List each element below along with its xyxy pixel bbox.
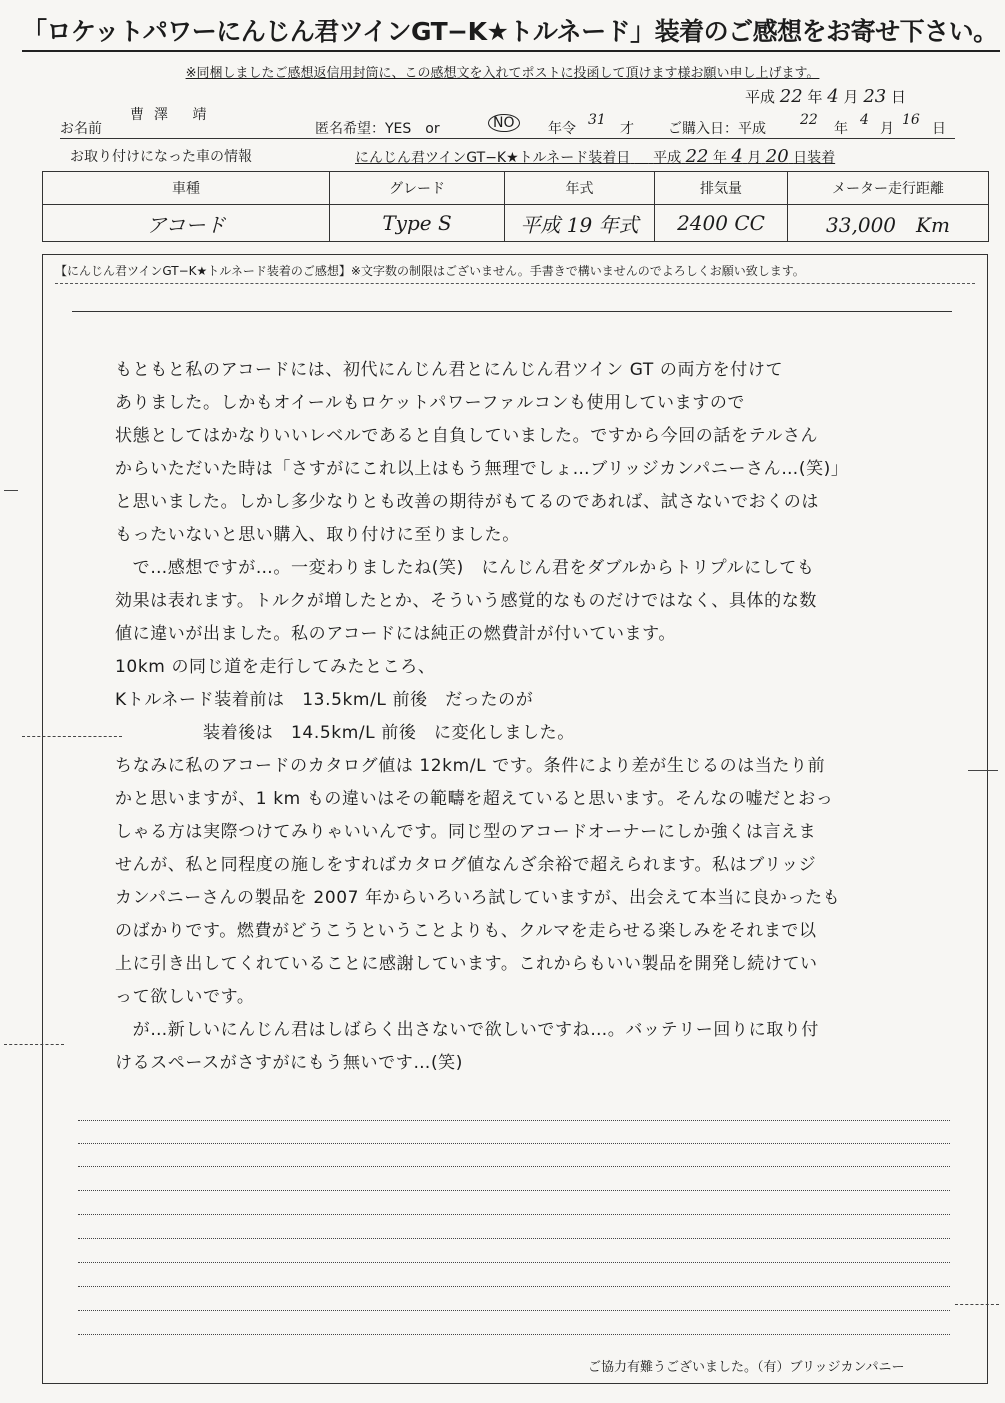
- comment-line: けるスペースがさすがにもう無いです…(笑): [115, 1053, 464, 1073]
- blank-writing-line: [78, 1166, 950, 1167]
- header-model-year: 年式: [505, 172, 655, 205]
- purchase-year[interactable]: 22: [800, 112, 818, 128]
- comment-line: が…新しいにんじん君はしばらく出さないで欲しいですね…。バッテリー回りに取り付: [115, 1020, 819, 1040]
- blank-writing-line: [78, 1310, 950, 1311]
- install-year-unit: 年: [712, 150, 727, 166]
- order-date-month-unit: 月: [843, 88, 859, 106]
- fold-mark: [4, 490, 18, 491]
- blank-writing-line: [78, 1120, 950, 1121]
- title-underline: [22, 50, 1000, 52]
- install-era: 平成: [653, 150, 682, 166]
- comment-line: ありました。しかもオイールもロケットパワーファルコンも使用していますので: [115, 393, 746, 413]
- comment-line: のばかりです。燃費がどうこうということよりも、クルマを走らせる楽しみをそれまで以: [115, 921, 817, 941]
- anonymous-label: 匿名希望：YES or: [315, 121, 440, 137]
- comment-line: で…感想ですが…。一変わりましたね(笑) にんじん君をダブルからトリプルにしても: [115, 558, 815, 578]
- install-day[interactable]: 20: [765, 146, 789, 167]
- vehicle-section-label: お取り付けになった車の情報: [70, 149, 252, 165]
- order-date-year-unit: 年: [807, 88, 823, 106]
- comment-line: もともと私のアコードには、初代にんじん君とにんじん君ツイン GT の両方を付けて: [115, 360, 784, 380]
- header-grade: グレード: [330, 172, 505, 205]
- install-year[interactable]: 22: [685, 146, 709, 167]
- order-date: [745, 86, 906, 107]
- order-date-day-unit: 日: [891, 88, 907, 106]
- fold-mark: [22, 736, 122, 737]
- purchase-year-unit: 年: [834, 121, 848, 137]
- comment-line: 上に引き出してくれていることに感謝しています。これからもいい製品を開発し続けてい: [115, 954, 818, 974]
- comment-line: しゃる方は実際つけてみりゃいいんです。同じ型のアコードオーナーにしか強くは言えま: [115, 822, 817, 842]
- blank-writing-line: [78, 1214, 950, 1215]
- install-date: [355, 146, 835, 167]
- form-title: 「ロケットパワーにんじん君ツインGT−K★トルネード」装着のご感想をお寄せ下さい。: [22, 17, 998, 46]
- vehicle-info-table: [42, 171, 989, 242]
- age-unit: 才: [620, 121, 634, 137]
- anonymous-selected: NO: [488, 114, 520, 132]
- name-label: お名前: [60, 121, 102, 137]
- comment-line: って欲しいです。: [115, 987, 255, 1007]
- fold-mark: [968, 770, 998, 771]
- purchase-day[interactable]: 16: [902, 112, 920, 128]
- blank-writing-line: [78, 1143, 950, 1144]
- header-displacement: 排気量: [655, 172, 788, 205]
- comment-line: カンパニーさんの製品を 2007 年からいろいろ試していますが、出会えて本当に良かったも: [115, 888, 841, 908]
- comment-body[interactable]: [115, 354, 905, 1080]
- grade-field[interactable]: Type S: [330, 205, 505, 242]
- header-mileage: メーター走行距離: [788, 172, 989, 205]
- blank-writing-line: [78, 1190, 950, 1191]
- order-date-day: 23: [863, 86, 887, 107]
- purchase-day-unit: 日: [932, 121, 946, 137]
- mileage-field[interactable]: 33,000 Km: [788, 205, 989, 242]
- install-month[interactable]: 4: [731, 146, 743, 167]
- thanks-footer: ご協力有難うございました。（有）ブリッジカンパニー: [588, 1360, 905, 1375]
- install-suffix: 日装着: [793, 150, 836, 166]
- blank-writing-line: [78, 1238, 950, 1239]
- comment-line: 効果は表れます。トルクが増したとか、そういう感覚的なものだけではなく、具体的な数: [115, 591, 817, 611]
- comment-heading: 【にんじん君ツインGT−K★トルネード装着のご感想】※文字数の制限はございません。手書きで構いませんのでよろしくお願い致します。: [55, 262, 975, 284]
- vehicle-table-value-row: [43, 205, 989, 242]
- comment-line: もったいないと思い購入、取り付けに至りました。: [115, 525, 520, 545]
- comment-line: せんが、私と同程度の施しをすればカタログ値なんざ余裕で超えられます。私はブリッジ: [115, 855, 817, 875]
- order-date-year: 22: [779, 86, 803, 107]
- header-car-model: 車種: [43, 172, 330, 205]
- comment-top-rule: [72, 311, 952, 312]
- model-year-field[interactable]: 平成 19 年式: [505, 205, 655, 242]
- order-date-era: 平成: [745, 88, 776, 106]
- purchase-label: ご購入日：平成: [668, 121, 766, 137]
- comment-line: 値に違いが出ました。私のアコードには純正の燃費計が付いています。: [115, 624, 676, 644]
- age-field[interactable]: 31: [588, 112, 606, 128]
- name-field[interactable]: 曹澤 靖: [130, 107, 217, 123]
- customer-info-row: [60, 107, 955, 140]
- envelope-note: ※同梱しましたご感想返信用封筒に、この感想文を入れてポストに投函して頂けます様お願い申し上げます。: [185, 66, 820, 81]
- comment-line: と思いました。しかし多少なりとも改善の期待がもてるのであれば、試さないでおくのは: [115, 492, 819, 512]
- displacement-field[interactable]: 2400 CC: [655, 205, 788, 242]
- age-label: 年令: [548, 121, 576, 137]
- blank-writing-line: [78, 1262, 950, 1263]
- blank-writing-line: [78, 1286, 950, 1287]
- vehicle-table-header-row: [43, 172, 989, 205]
- blank-writing-line: [78, 1334, 950, 1335]
- purchase-month[interactable]: 4: [860, 112, 869, 128]
- fold-mark: [955, 1304, 999, 1305]
- comment-line: 装着後は 14.5km/L 前後 に変化しました。: [115, 723, 575, 743]
- order-date-month: 4: [827, 86, 839, 107]
- comment-line: Kトルネード装着前は 13.5km/L 前後 だったのが: [115, 690, 534, 710]
- customer-row-rule: [60, 138, 955, 139]
- comment-line: からいただいた時は「さすがにこれ以上はもう無理でしょ…ブリッジカンパニーさん…(笑)」: [115, 459, 849, 479]
- comment-line: 10km の同じ道を走行してみたところ、: [115, 657, 436, 677]
- car-model-field[interactable]: アコード: [43, 205, 330, 242]
- comment-line: ちなみに私のアコードのカタログ値は 12km/L です。条件により差が生じるのは当たり前: [115, 756, 826, 776]
- install-label: にんじん君ツインGT−K★トルネード装着日: [355, 150, 631, 166]
- comment-line: かと思いますが、1 km もの違いはその範疇を超えていると思います。そんなの嘘だとおっ: [115, 789, 834, 809]
- fold-mark: [4, 1044, 64, 1045]
- purchase-month-unit: 月: [880, 121, 894, 137]
- comment-line: 状態としてはかなりいいレベルであると自負していました。ですから今回の話をテルさん: [115, 426, 819, 446]
- install-month-unit: 月: [747, 150, 762, 166]
- anonymous-no-circled[interactable]: [488, 114, 520, 132]
